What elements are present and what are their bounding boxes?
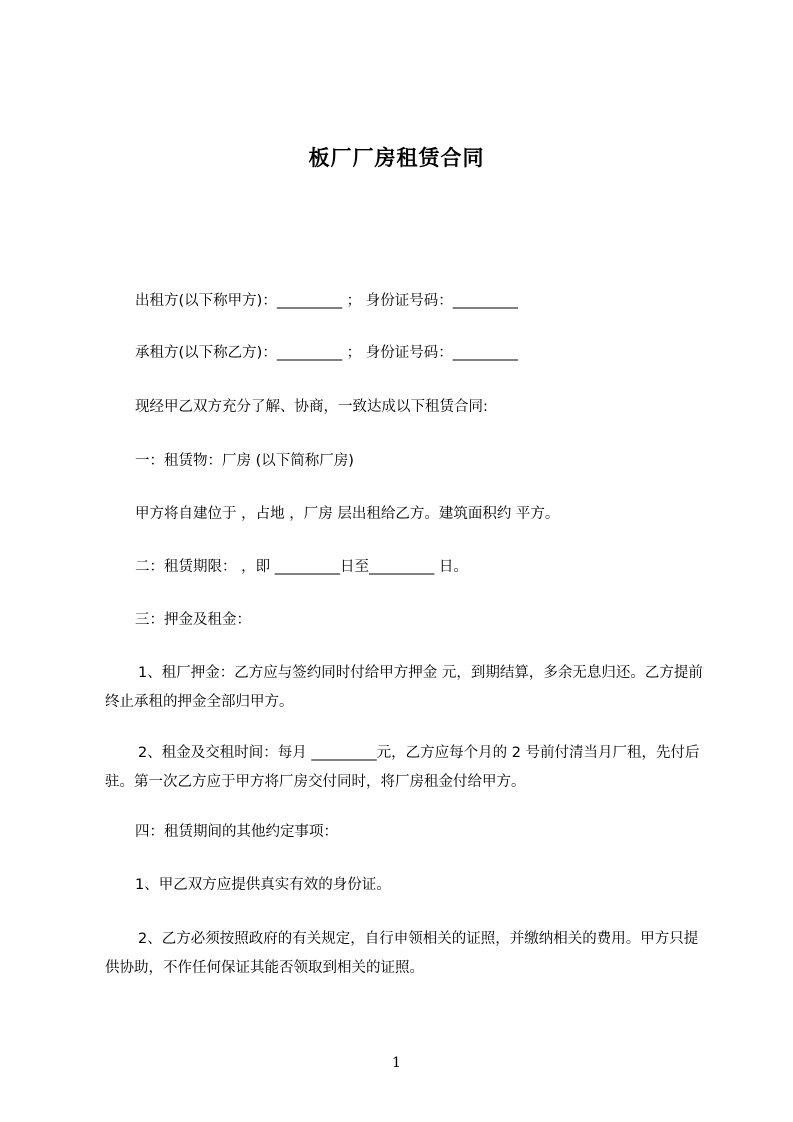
section-1-heading: 一：租赁物：厂房 (以下简称厂房) (135, 453, 354, 469)
lessor-line: 出租方(以下称甲方)：_________ ； 身份证号码：_________ (135, 293, 519, 309)
lessee-line: 承租方(以下称乙方)：_________ ； 身份证号码：_________ (135, 345, 519, 361)
section-3-item-2: 2、租金及交租时间：每月 _________元，乙方应每个月的 2 号前付清当月厂租，先付后驻。第一次乙方应于甲方将厂房交付同时，将厂房租金付给甲方。 (105, 745, 700, 790)
section-4-item-2: 2、乙方必须按照政府的有关规定，自行申领相关的证照，并缴纳相关的费用。甲方只提供协助，不作任何保证其能否领取到相关的证照。 (105, 931, 699, 976)
page-number: 1 (392, 1055, 401, 1071)
section-3-item-1: 1、租厂押金：乙方应与签约同时付给甲方押金 元，到期结算，多余无息归还。乙方提前终止承租的押金全部归甲方。 (105, 665, 703, 710)
section-4-item-1: 1、甲乙双方应提供真实有效的身份证。 (135, 877, 391, 893)
document-title: 板厂厂房租赁合同 (308, 146, 485, 170)
section-1-body: 甲方将自建位于 ，占地 ，厂房 层出租给乙方。建筑面积约 平方。 (135, 506, 560, 522)
section-3-heading: 三：押金及租金： (135, 612, 251, 628)
section-2-term: 二：租赁期限： ，即 _________日至_________ 日。 (135, 559, 468, 575)
agreement-intro: 现经甲乙双方充分了解、协商，一致达成以下租赁合同: (135, 399, 488, 415)
section-4-heading: 四：租赁期间的其他约定事项： (135, 824, 338, 840)
